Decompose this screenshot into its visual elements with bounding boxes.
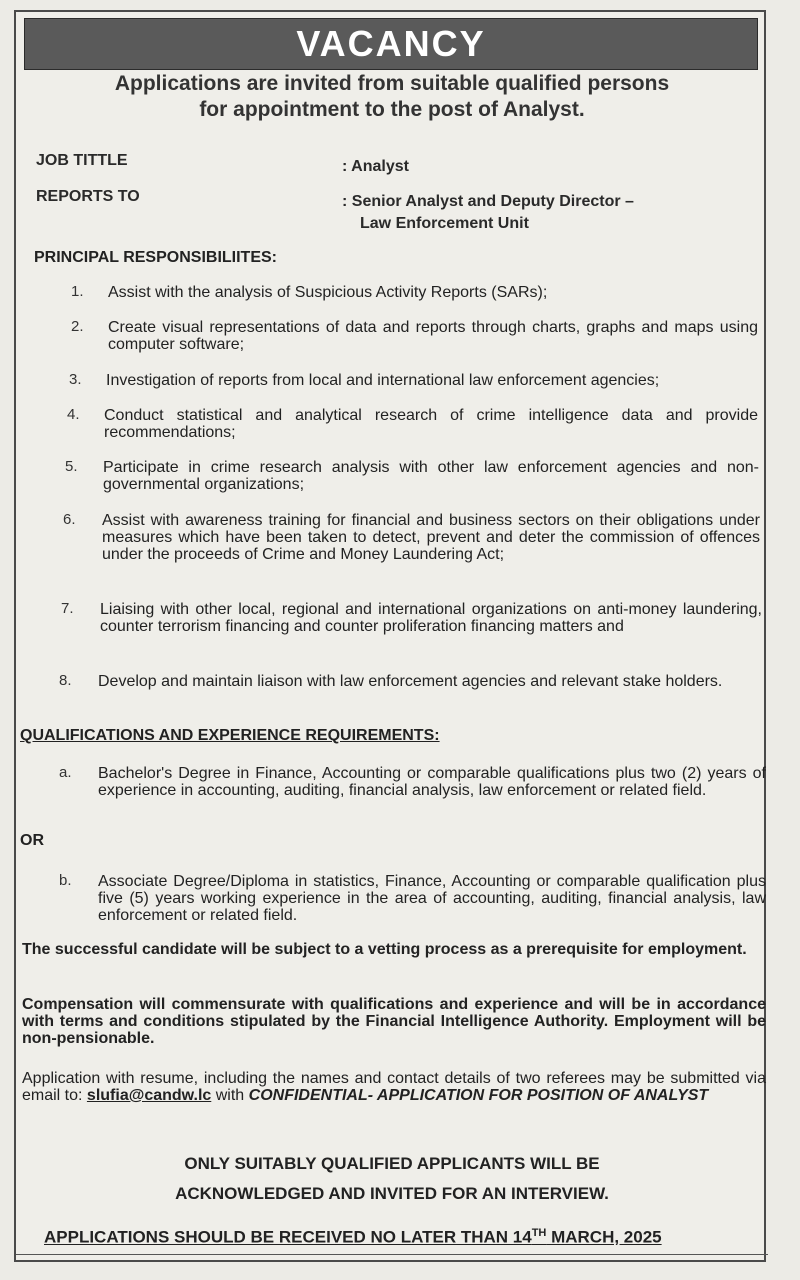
resp-num-2: 2. <box>71 318 84 335</box>
vacancy-title-banner: VACANCY <box>24 18 758 70</box>
resp-num-8: 8. <box>59 672 72 689</box>
vetting-paragraph: The successful candidate will be subject to a vetting process as a prerequisite for employment. <box>22 941 747 958</box>
responsibilities-heading: PRINCIPAL RESPONSIBILIITES: <box>34 249 277 266</box>
intro-line-2: for appointment to the post of Analyst. <box>199 98 585 121</box>
qual-item-b: Associate Degree/Diploma in statistics, Finance, Accounting or comparable qualification plus five (5) years working experience in the area of accounting, auditing, financial analysis, law enforcement or related field. <box>98 873 766 924</box>
resp-num-3: 3. <box>69 371 82 388</box>
resp-item-2: Create visual representations of data and reports through charts, graphs and maps using computer software; <box>108 319 758 353</box>
application-paragraph <box>22 1070 766 1104</box>
application-subject: CONFIDENTIAL- APPLICATION FOR POSITION OF ANALYST <box>248 1087 709 1104</box>
compensation-paragraph: Compensation will commensurate with qualifications and experience and will be in accordance with terms and conditions stipulated by the Financial Intelligence Authority. Employment will be non-pensionable. <box>22 996 766 1047</box>
deadline-ordinal: TH <box>531 1227 547 1239</box>
resp-item-6: Assist with awareness training for financial and business sectors on their obligations under measures which have been taken to detect, prevent and deter the commission of offences under the proceeds of Crime and Money Laundering Act; <box>102 512 760 563</box>
job-title-value: : Analyst <box>342 158 409 175</box>
intro-line-1: Applications are invited from suitable qualified persons <box>114 72 670 95</box>
application-email-link[interactable]: slufia@candw.lc <box>86 1087 212 1104</box>
qualifications-heading: QUALIFICATIONS AND EXPERIENCE REQUIREMENTS: <box>20 727 440 744</box>
job-title-label: JOB TITTLE <box>36 152 128 169</box>
resp-item-3: Investigation of reports from local and international law enforcement agencies; <box>106 372 660 389</box>
resp-num-5: 5. <box>65 458 78 475</box>
resp-num-4: 4. <box>67 406 80 423</box>
resp-item-4: Conduct statistical and analytical research of crime intelligence data and provide recommendations; <box>104 407 758 441</box>
bottom-rule <box>16 1254 768 1255</box>
application-text-mid: with <box>211 1087 249 1104</box>
qual-num-a: a. <box>59 764 72 781</box>
deadline-text: APPLICATIONS SHOULD BE RECEIVED NO LATER THAN 14 <box>44 1227 532 1247</box>
resp-num-1: 1. <box>71 283 84 300</box>
deadline-notice <box>44 1227 662 1248</box>
reports-to-value: : Senior Analyst and Deputy Director – <box>342 193 634 210</box>
reports-to-label: REPORTS TO <box>36 188 140 205</box>
vacancy-advertisement <box>14 10 766 1262</box>
resp-num-6: 6. <box>63 511 76 528</box>
qual-num-b: b. <box>59 872 72 889</box>
application-text: Application with resume, including the names and contact details of two referees may be submitted via email to: <box>22 1070 766 1104</box>
resp-item-8: Develop and maintain liaison with law enforcement agencies and relevant stake holders. <box>98 673 723 690</box>
resp-item-5: Participate in crime research analysis with other law enforcement agencies and non-governmental organizations; <box>103 459 759 493</box>
deadline-date: MARCH, 2025 <box>546 1227 662 1247</box>
qual-item-a: Bachelor's Degree in Finance, Accounting or comparable qualifications plus two (2) years of experience in accounting, auditing, financial analysis, law enforcement or related field. <box>98 765 766 799</box>
resp-num-7: 7. <box>61 600 74 617</box>
qual-or: OR <box>20 832 44 849</box>
resp-item-1: Assist with the analysis of Suspicious Activity Reports (SARs); <box>108 284 548 301</box>
reports-to-value-line2: Law Enforcement Unit <box>360 215 529 232</box>
notice-line-2: ACKNOWLEDGED AND INVITED FOR AN INTERVIEW. <box>175 1184 609 1203</box>
notice-line-1: ONLY SUITABLY QUALIFIED APPLICANTS WILL BE <box>184 1154 600 1173</box>
resp-item-7: Liaising with other local, regional and international organizations on anti-money laundering, counter terrorism financing and counter proliferation financing matters and <box>100 601 762 635</box>
